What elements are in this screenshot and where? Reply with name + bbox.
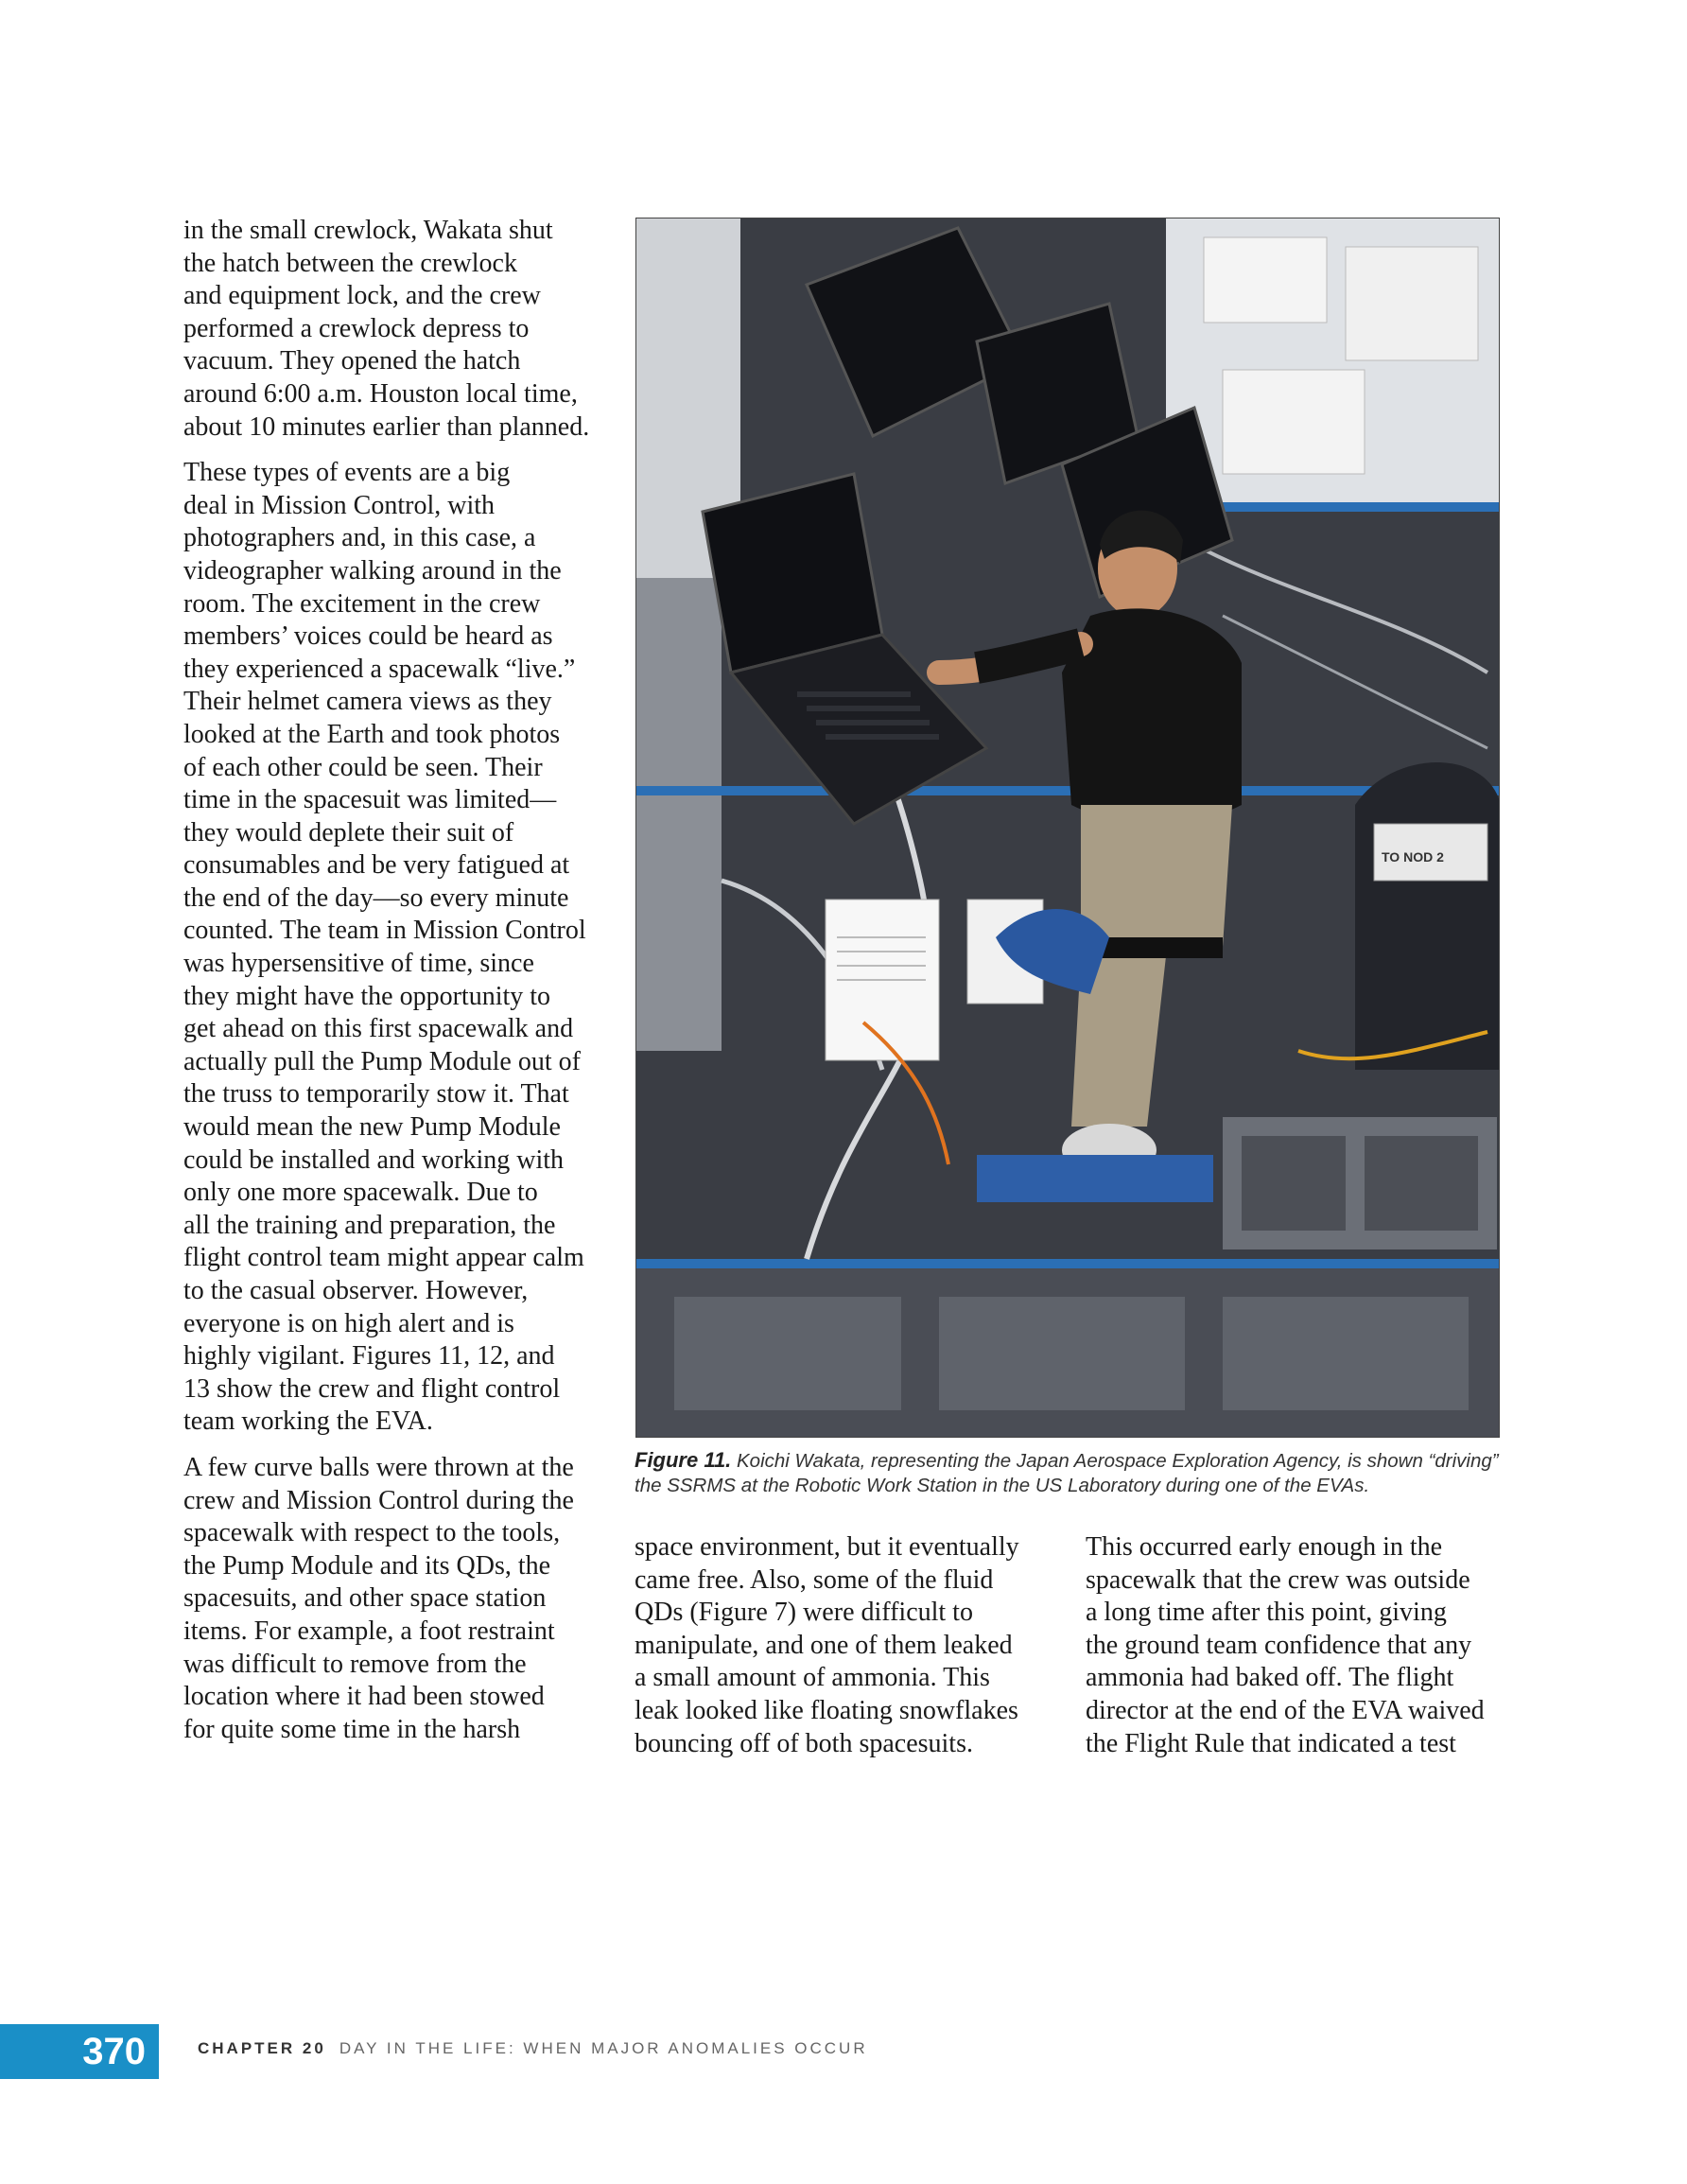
figure-caption-text: Koichi Wakata, representing the Japan Aerospace Exploration Agency, is shown “driving” the SSRMS at the Robotic Work Station in the US Laboratory during one of the EVAs. bbox=[635, 1450, 1499, 1496]
module-direction-sign: TO NOD 2 bbox=[1382, 849, 1444, 865]
paragraph: This occurred early enough in the spacewalk that the crew was outside a long time after this point, giving the ground team confidence that any ammonia had baked off. The flight director at the end of the EVA waived the Flight Rule that indicated a test bbox=[1086, 1532, 1485, 1758]
figure-caption bbox=[635, 1448, 1500, 1498]
right-text-column bbox=[1086, 1531, 1502, 1773]
paragraph: A few curve balls were thrown at the crew and Mission Control during the spacewalk with respect to the tools, the Pump Module and its QDs, the spacesuits, and other space station items. For example, a foot restraint was difficult to remove from the location where it had been stowed for quite some time in the harsh bbox=[183, 1452, 574, 1744]
paragraph: space environment, but it eventually came free. Also, some of the fluid QDs (Figure 7) were difficult to manipulate, and one of them leaked a small amount of ammonia. This leak looked like floating snowflakes bouncing off of both spacesuits. bbox=[635, 1532, 1019, 1758]
chapter-label: CHAPTER 20 bbox=[198, 2039, 326, 2057]
chapter-title: DAY IN THE LIFE: WHEN MAJOR ANOMALIES OCCUR bbox=[339, 2039, 868, 2057]
left-text-column bbox=[183, 215, 609, 1759]
paragraph: in the small crewlock, Wakata shut the hatch between the crewlock and equipment lock, and the crew performed a crewlock depress to vacuum. They opened the hatch around 6:00 a.m. Houston local time, about 10 minutes earlier than planned. bbox=[183, 216, 590, 442]
page-number: 370 bbox=[0, 2024, 159, 2079]
paragraph: These types of events are a big deal in Mission Control, with photographers and, in this case, a videographer walking around in the room. The excitement in the crew members’ voices could be heard as they experienced a spacewalk “live.” Their helmet camera views as they looked at the Earth and took photos of each other could be seen. Their time in the spacesuit was limited— they would deplete their suit of consumables and be very fatigued at the end of the day—so every minute counted. The team in Mission Control was hypersensitive of time, since they might have the opportunity to get ahead on this first spacewalk and actually pull the Pump Module out of the truss to temporarily stow it. That would mean the new Pump Module could be installed and working with only one more spacewalk. Due to all the training and preparation, the flight control team might appear calm to the casual observer. However, everyone is on high alert and is highly vigilant. Figures 11, 12, and 13 show the crew and flight control team working the EVA. bbox=[183, 458, 586, 1437]
running-footer bbox=[198, 2039, 868, 2058]
figure-11-photo bbox=[635, 218, 1500, 1438]
figure-label: Figure 11. bbox=[635, 1448, 732, 1472]
middle-text-column bbox=[635, 1531, 1051, 1773]
